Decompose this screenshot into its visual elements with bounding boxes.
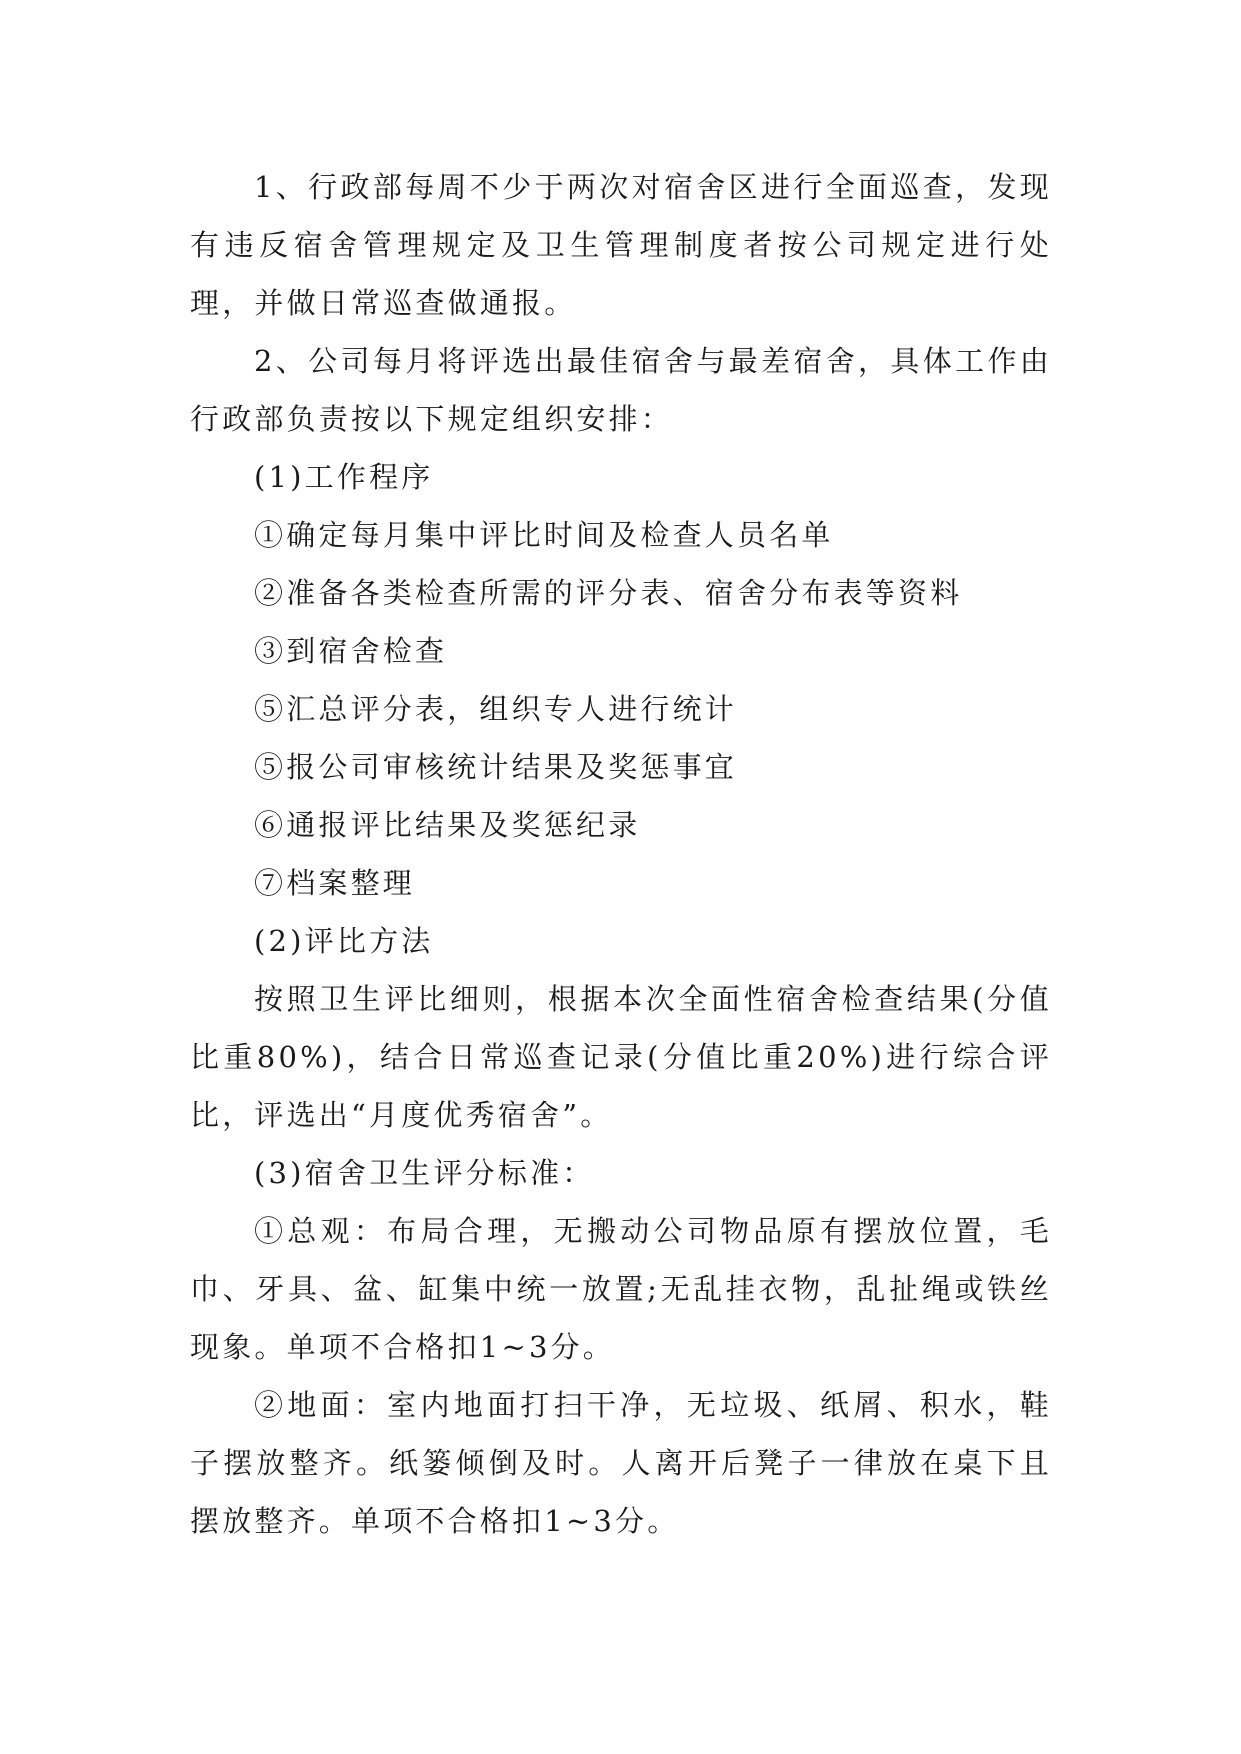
list-item-procedure-2: ②准备各类检查所需的评分表、宿舍分布表等资料: [254, 576, 963, 610]
list-item-procedure-6: ⑥通报评比结果及奖惩纪录: [254, 808, 641, 842]
heading-scoring-standard: (3)宿舍卫生评分标准：: [254, 1156, 595, 1190]
list-item-procedure-4: ⑤汇总评分表，组织专人进行统计: [254, 692, 738, 726]
list-item-procedure-5: ⑤报公司审核统计结果及奖惩事宜: [254, 750, 738, 784]
list-item-procedure-1: ①确定每月集中评比时间及检查人员名单: [254, 518, 834, 552]
list-item-procedure-3: ③到宿舍检查: [254, 634, 448, 668]
paragraph-monthly-selection: 2、公司每月将评选出最佳宿舍与最差宿舍，具体工作由行政部负责按以下规定组织安排：: [190, 344, 1052, 436]
paragraph-standard-floor: ②地面：室内地面打扫干净，无垃圾、纸屑、积水，鞋子摆放整齐。纸篓倾倒及时。人离开后凳子一律放在桌下且摆放整齐。单项不合格扣1~3分。: [190, 1388, 1052, 1538]
paragraph-evaluation-method: 按照卫生评比细则，根据本次全面性宿舍检查结果(分值比重80%)，结合日常巡查记录(分值比重20%)进行综合评比，评选出“月度优秀宿舍”。: [190, 982, 1052, 1132]
paragraph-patrol-rule: 1、行政部每周不少于两次对宿舍区进行全面巡查，发现有违反宿舍管理规定及卫生管理制度者按公司规定进行处理，并做日常巡查做通报。: [190, 170, 1052, 320]
document-body: [190, 158, 1052, 1550]
paragraph-standard-overview: ①总观：布局合理，无搬动公司物品原有摆放位置，毛巾、牙具、盆、缸集中统一放置;无乱挂衣物，乱扯绳或铁丝现象。单项不合格扣1~3分。: [190, 1214, 1052, 1364]
heading-evaluation-method: (2)评比方法: [254, 924, 434, 958]
heading-work-procedure: (1)工作程序: [254, 460, 434, 494]
list-item-procedure-7: ⑦档案整理: [254, 866, 416, 900]
